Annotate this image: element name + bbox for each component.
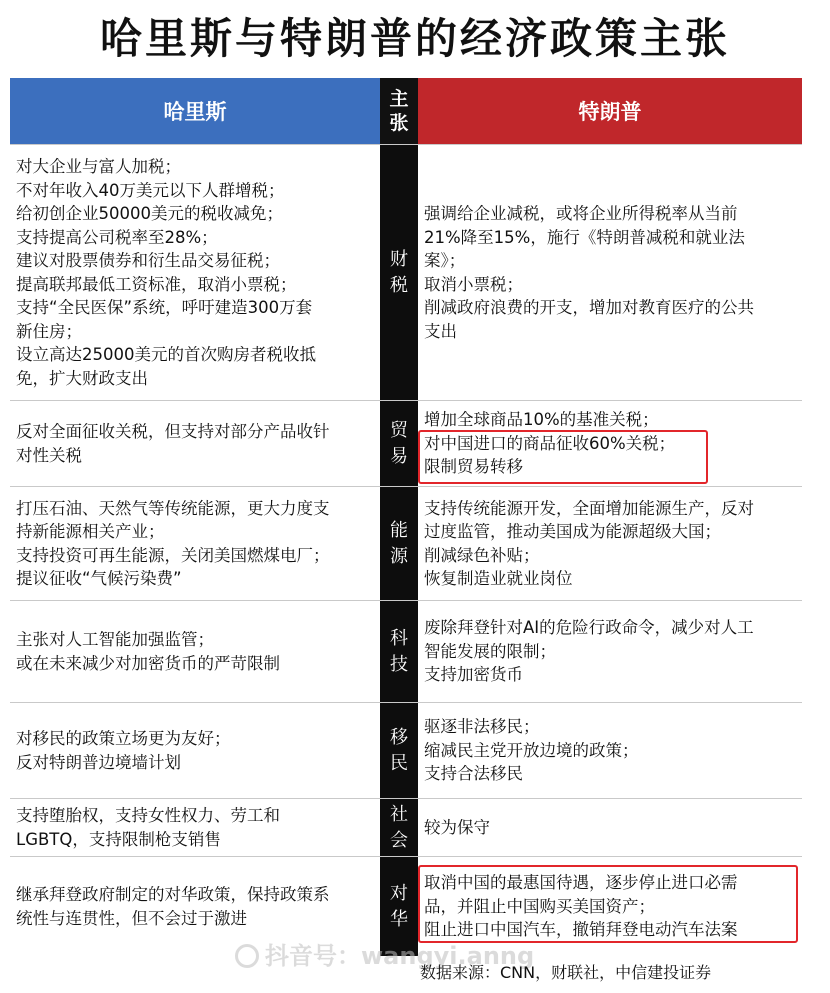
category-label xyxy=(380,487,418,600)
header-category xyxy=(380,78,418,144)
harris-policy-line: 新住房； xyxy=(16,321,82,341)
trump-policy-line: 削减绿色补贴； xyxy=(424,545,540,565)
category-label xyxy=(380,145,418,400)
harris-policy-cell xyxy=(10,799,380,856)
harris-policy-line: 主张对人工智能加强监管； xyxy=(16,630,214,649)
category-char: 移 xyxy=(390,726,408,748)
category-char: 科 xyxy=(390,627,408,649)
harris-policy-line: 支持“全民医保”系统，呼吁建造300万套 xyxy=(16,298,313,317)
category-char: 能 xyxy=(390,519,408,541)
trump-policy-line: 废除拜登针对AI的危险行政命令，减少对人工 xyxy=(424,618,754,638)
category-char: 对 xyxy=(390,882,408,904)
trump-policy-line: 支持加密货币 xyxy=(424,665,523,685)
category-char: 源 xyxy=(390,545,408,567)
trump-policy-line: 驱逐非法移民； xyxy=(424,717,540,737)
trump-policy-line: 支出 xyxy=(424,321,457,341)
harris-policy-line: 支持投资可再生能源，关闭美国燃煤电厂； xyxy=(16,545,330,565)
trump-policy-cell xyxy=(418,401,802,486)
policy-comparison-table xyxy=(10,78,802,983)
harris-policy-line: 反对特朗普边境墙计划 xyxy=(16,752,181,772)
category-char: 华 xyxy=(390,908,408,930)
trump-policy-line: 智能发展的限制； xyxy=(424,641,556,661)
category-char: 社 xyxy=(390,803,408,825)
watermark-text: 抖音号：wangyi.anng xyxy=(265,942,535,970)
harris-policy-cell xyxy=(10,487,380,600)
category-label xyxy=(380,601,418,702)
policy-row xyxy=(10,400,802,486)
harris-policy-line: 对大企业与富人加税； xyxy=(16,157,181,176)
trump-policy-line: 21%降至15%，施行《特朗普减税和就业法 xyxy=(424,227,745,247)
harris-policy-line: 统性与连贯性，但不会过于激进 xyxy=(16,908,247,928)
trump-policy-line: 较为保守 xyxy=(424,817,490,837)
category-label xyxy=(380,401,418,486)
header-harris: 哈里斯 xyxy=(10,78,380,144)
trump-policy-line: 取消中国的最惠国待遇，逐步停止进口必需 xyxy=(424,873,738,893)
trump-policy-line: 支持传统能源开发，全面增加能源生产，反对 xyxy=(424,498,754,518)
category-char: 财 xyxy=(390,248,408,270)
category-char: 技 xyxy=(390,653,408,675)
trump-policy-line: 阻止进口中国汽车，撤销拜登电动汽车法案 xyxy=(424,920,738,940)
page-title: 哈里斯与特朗普的经济政策主张 xyxy=(99,14,730,63)
trump-policy-line: 品，并阻止中国购买美国资产； xyxy=(424,896,655,916)
harris-policy-cell xyxy=(10,601,380,702)
harris-policy-cell xyxy=(10,703,380,798)
category-char: 民 xyxy=(390,752,408,774)
harris-policy-cell xyxy=(10,401,380,486)
harris-policy-line: 给初创企业50000美元的税收减免； xyxy=(16,204,283,223)
trump-policy-line: 限制贸易转移 xyxy=(424,457,523,477)
category-char: 贸 xyxy=(390,419,408,441)
douyin-logo-icon xyxy=(235,944,259,968)
harris-policy-line: 持新能源相关产业； xyxy=(16,522,165,541)
category-char: 税 xyxy=(390,274,408,296)
header-category-char: 主 xyxy=(389,88,409,110)
trump-policy-line: 削减政府浪费的开支，增加对教育医疗的公共 xyxy=(424,298,754,317)
category-label xyxy=(380,799,418,856)
trump-policy-cell xyxy=(418,145,802,400)
trump-policy-line: 案》； xyxy=(424,251,466,270)
harris-policy-line: 提议征收“气候污染费” xyxy=(16,569,182,588)
harris-policy-line: 不对年收入40万美元以下人群增税； xyxy=(16,180,285,200)
policy-row xyxy=(10,600,802,702)
harris-policy-line: 支持提高公司税率至28%； xyxy=(16,227,218,247)
harris-policy-line: 免，扩大财政支出 xyxy=(16,368,148,388)
trump-policy-line: 恢复制造业就业岗位 xyxy=(424,569,573,588)
trump-policy-line: 取消小票税； xyxy=(424,274,523,294)
trump-policy-line: 过度监管，推动美国成为能源超级大国； xyxy=(424,522,721,541)
policy-row xyxy=(10,486,802,600)
harris-policy-line: 继承拜登政府制定的对华政策，保持政策系 xyxy=(16,885,330,904)
policy-row xyxy=(10,144,802,400)
harris-policy-line: 对移民的政策立场更为友好； xyxy=(16,729,231,748)
harris-policy-line: 提高联邦最低工资标准，取消小票税； xyxy=(16,274,297,294)
harris-policy-line: 设立高达25000美元的首次购房者税收抵 xyxy=(16,345,316,364)
data-source: 数据来源：CNN，财联社，中信建投证券 xyxy=(420,963,712,982)
harris-policy-line: 对性关税 xyxy=(16,445,82,465)
trump-policy-line: 缩减民主党开放边境的政策； xyxy=(424,740,639,760)
trump-policy-cell xyxy=(418,601,802,702)
harris-policy-line: 反对全面征收关税，但支持对部分产品收针 xyxy=(16,422,330,441)
harris-policy-line: 建议对股票债券和衍生品交易征税； xyxy=(16,251,280,270)
category-char: 会 xyxy=(390,829,408,851)
trump-policy-cell xyxy=(418,703,802,798)
policy-row xyxy=(10,702,802,798)
trump-policy-cell xyxy=(418,799,802,856)
trump-policy-line: 强调给企业减税，或将企业所得税率从当前 xyxy=(424,204,738,223)
harris-policy-line: 或在未来减少对加密货币的严苛限制 xyxy=(16,653,280,673)
trump-policy-line: 对中国进口的商品征收60%关税； xyxy=(424,433,676,453)
trump-policy-line: 支持合法移民 xyxy=(424,764,523,784)
harris-policy-line: LGBTQ，支持限制枪支销售 xyxy=(16,829,221,849)
trump-policy-cell xyxy=(418,487,802,600)
harris-policy-cell xyxy=(10,145,380,400)
harris-policy-line: 支持堕胎权，支持女性权力、劳工和 xyxy=(16,806,280,825)
trump-policy-line: 增加全球商品10%的基准关税； xyxy=(424,410,659,430)
category-label xyxy=(380,703,418,798)
category-char: 易 xyxy=(390,445,408,467)
header-trump: 特朗普 xyxy=(418,78,802,144)
harris-policy-line: 打压石油、天然气等传统能源，更大力度支 xyxy=(16,498,330,518)
policy-row xyxy=(10,798,802,856)
header-category-char: 张 xyxy=(389,112,409,134)
